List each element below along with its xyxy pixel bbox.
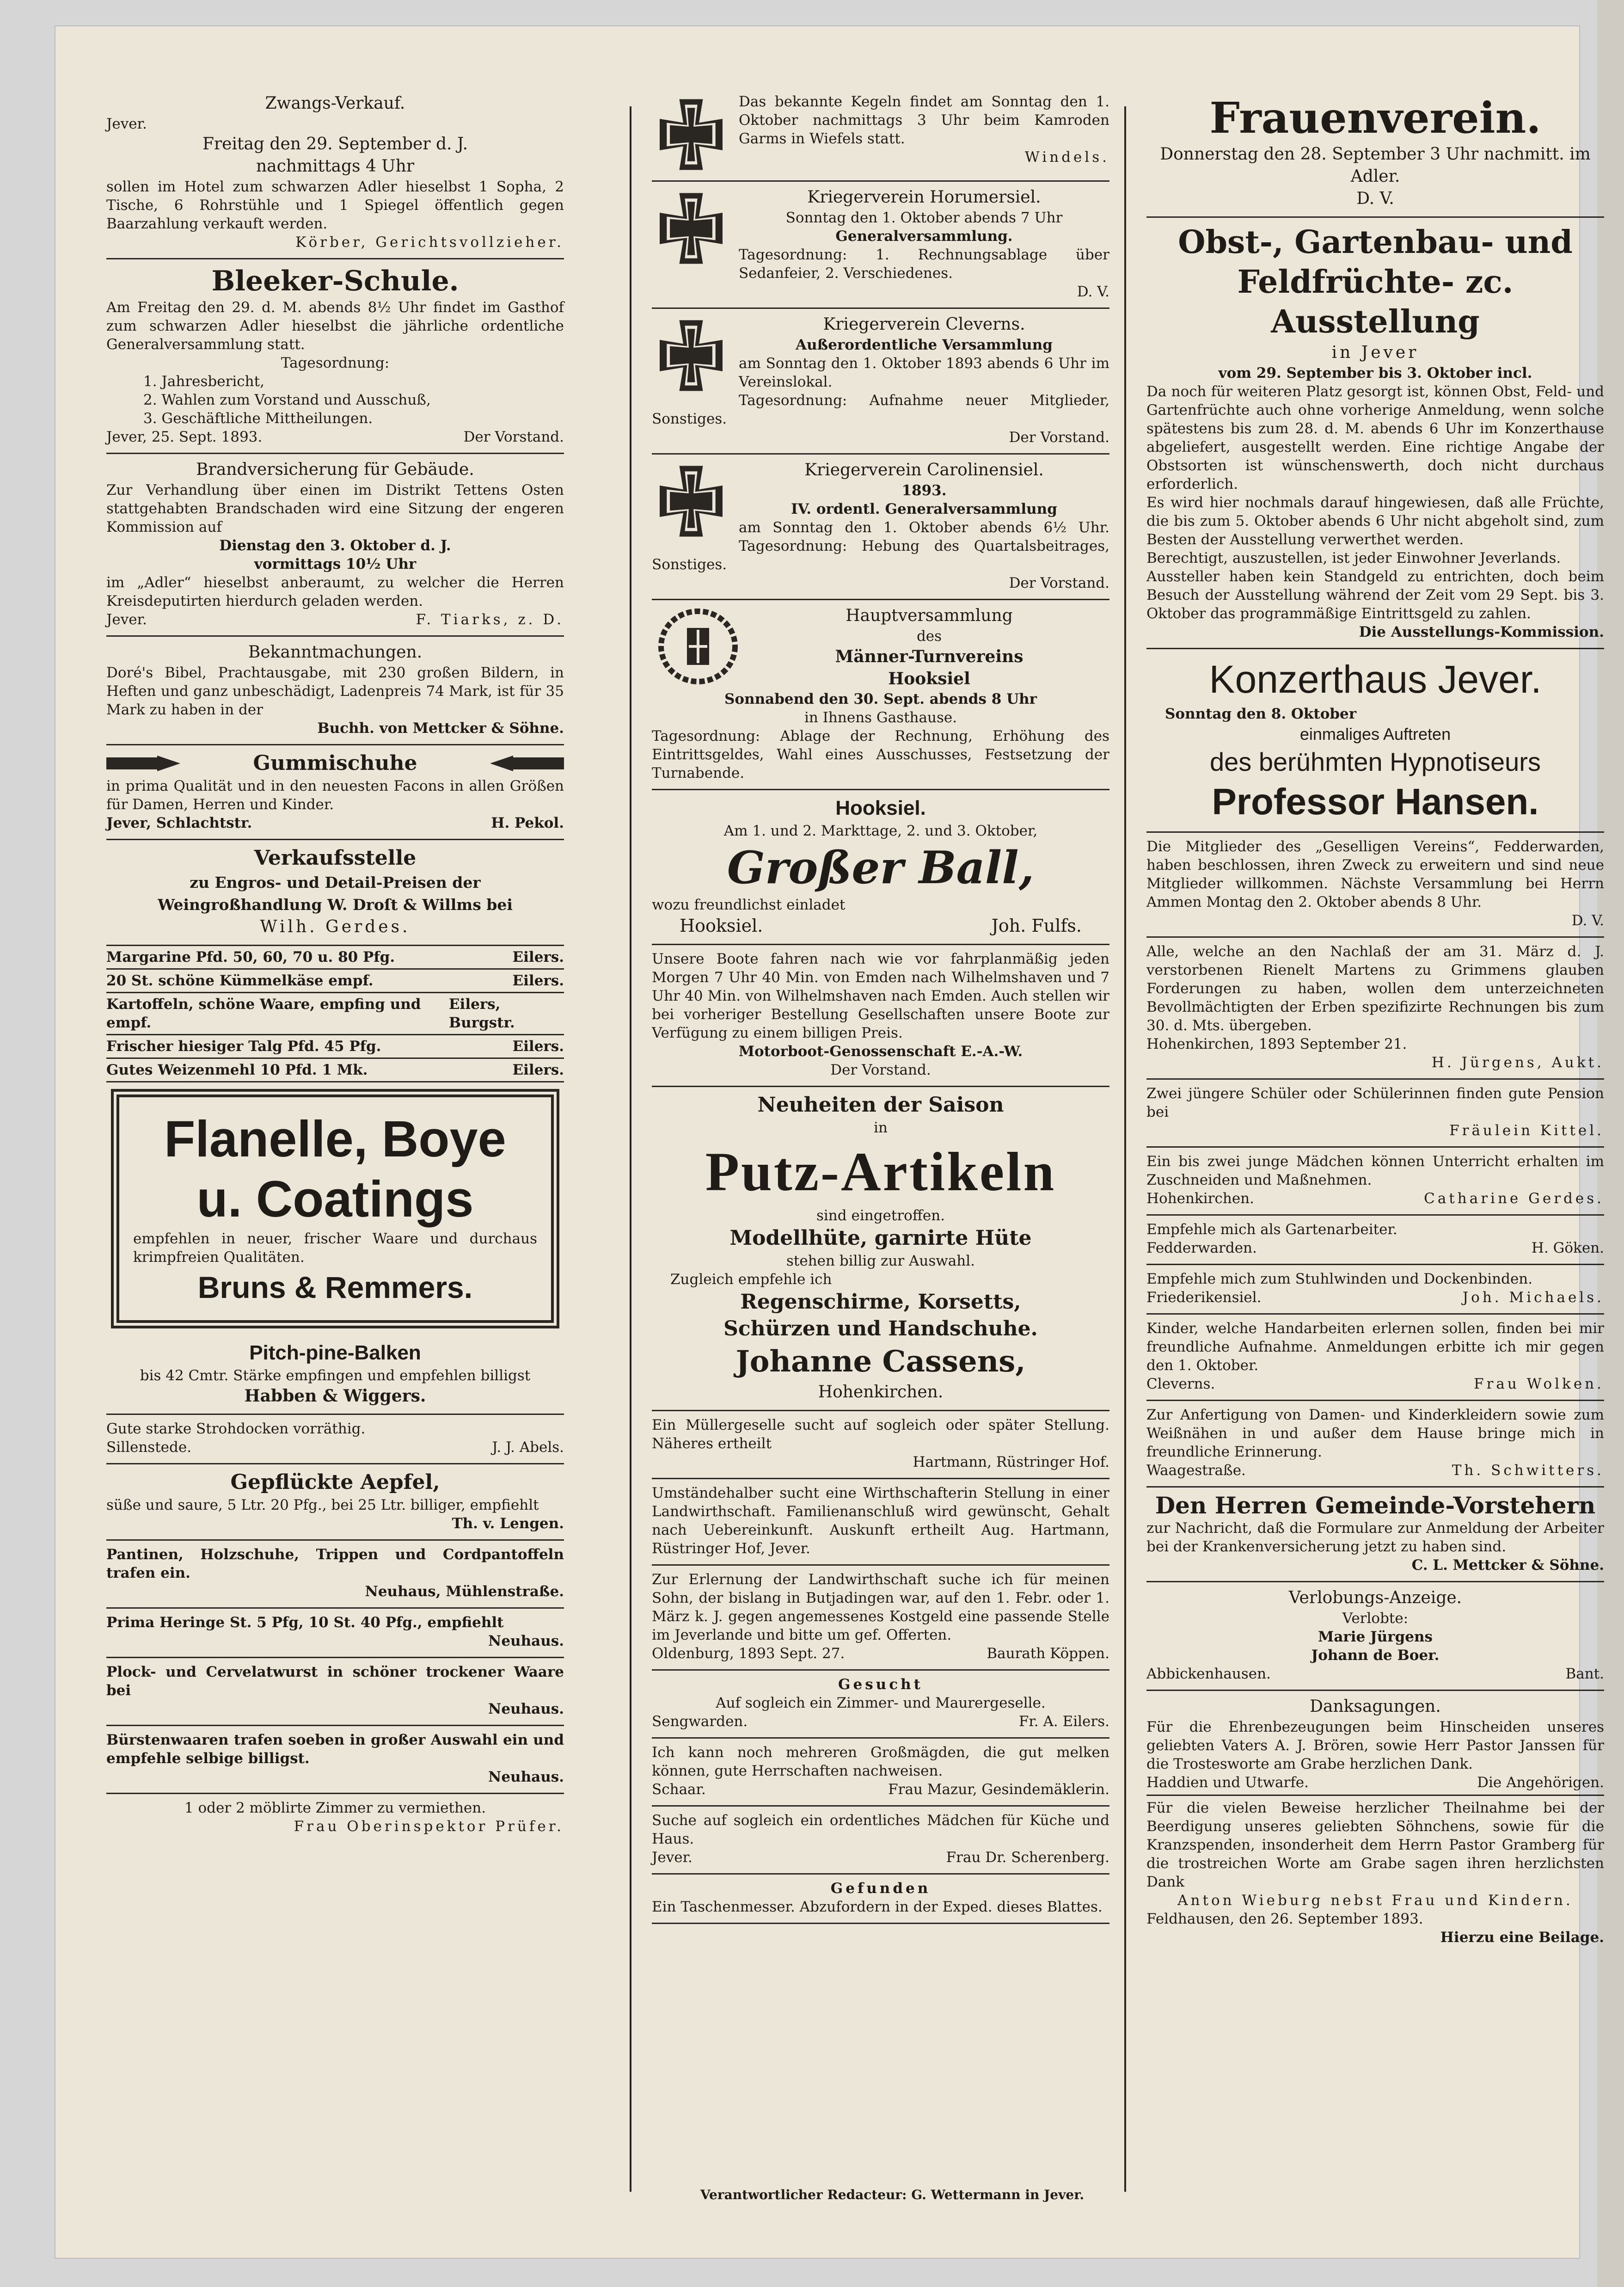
ad-title: Bekanntmachungen. (248, 643, 423, 662)
ad-signature: Eilers. (512, 1062, 564, 1078)
ad-title: Den Herren Gemeinde-Vorstehern (1155, 1492, 1596, 1519)
ad-signature: Eilers. (512, 1038, 564, 1055)
ad-signature: Fr. A. Eilers. (1018, 1713, 1109, 1730)
ad-place: Hooksiel. (835, 797, 926, 819)
ad-title: Hauptversammlung (846, 606, 1013, 625)
ad-signature: Die Ausstellungs-Kommission. (1359, 624, 1604, 640)
ad-subtitle: Verlobte: (1342, 1610, 1409, 1627)
ad-title: Putz-Artikeln (705, 1141, 1056, 1202)
ad-unterricht (1146, 1148, 1604, 1216)
ad-text: Es wird hier nochmals darauf hingewiesen, daß alle Früchte, die bis zum 5. Oktober abends 6 Uhr nicht abgeholt sind, zum Besten der Ausstellung verwerthet werden. (1146, 494, 1604, 548)
ad-title: Kriegerverein Carolinensiel. (804, 461, 1044, 480)
ad-brandversicherung (106, 454, 564, 637)
ad-grossmaegde (652, 1739, 1109, 1807)
ad-text: 1 oder 2 möblirte Zimmer zu vermiethen. (184, 1800, 486, 1816)
ad-text: Berechtigt, auszustellen, ist jeder Einwohner Jeverlands. (1146, 550, 1561, 566)
ad-signature: Frau Dr. Scherenberg. (946, 1849, 1109, 1866)
ad-text: Ein Taschenmesser. Abzufordern in der Exped. dieses Blattes. (652, 1899, 1103, 1915)
ad-title: Kriegerverein Horumersiel. (807, 188, 1041, 207)
ad-headline: Modellhüte, garnirte Hüte (729, 1226, 1032, 1250)
ad-text: am Sonntag den 1. Oktober 1893 abends 6 Uhr im Vereinslokal. (739, 355, 1109, 390)
ad-text: Suche auf sogleich ein ordentliches Mädchen für Küche und Haus. (652, 1812, 1109, 1847)
fiance-name: Johann de Boer. (1311, 1647, 1440, 1664)
ad-signature: Frau Wolken. (1474, 1376, 1604, 1392)
iron-cross-icon (652, 462, 730, 541)
ad-text: Margarine Pfd. 50, 60, 70 u. 80 Pfg. (106, 949, 395, 965)
ad-text: Kartoffeln, schöne Waare, empfing und empf. (106, 996, 421, 1031)
ad-text: Alle, welche an den Nachlaß der am 31. März d. J. verstorbenen Rienelt Martens zu Grimmens glauben Forderungen zu haben, wollen dem unterzeichneten Bevollmächtigten der Erben spezifizirte Rechnungen bis zum 30. d. Mts. übergeben. (1146, 943, 1604, 1034)
ad-text: sind eingetroffen. (816, 1207, 945, 1224)
ad-agenda: Tagesordnung: Ablage der Rechnung, Erhöhung des Eintrittsgeldes, Wahl eines Ausschusses, Festsetzung der Turnabende. (652, 728, 1109, 781)
ad-text: Donnerstag den 28. September 3 Uhr nachmitt. im Adler. (1160, 145, 1591, 186)
ad-place: Sengwarden. (652, 1713, 748, 1730)
ad-signature: Joh. Fulfs. (991, 916, 1082, 936)
ad-eilers-2 (106, 970, 564, 993)
ad-text: bis 42 Cmtr. Stärke empfingen und empfehlen billigst (140, 1367, 531, 1384)
ad-title: Verkaufsstelle (254, 846, 417, 870)
agenda-item: 1. Jahresbericht, (143, 373, 264, 390)
ad-damenkleider (1146, 1401, 1604, 1488)
ad-neuhaus-4 (106, 1726, 564, 1794)
ad-signature: D. V. (1077, 283, 1109, 300)
ad-signature: D. V. (1356, 189, 1394, 208)
ad-signature: Joh. Michaels. (1462, 1289, 1604, 1306)
ad-signature: Anton Wieburg nebst Frau und Kindern. (1177, 1892, 1573, 1909)
ad-signature: Hartmann, Rüstringer Hof. (913, 1454, 1109, 1470)
ad-maedchen (652, 1807, 1109, 1875)
ad-place: Hohenkirchen. (1146, 1190, 1254, 1207)
ad-signature: Frau Mazur, Gesindemäklerin. (888, 1781, 1109, 1798)
ad-signature: Frau Oberinspektor Prüfer. (294, 1818, 564, 1835)
ad-title: Zwangs-Verkauf. (265, 94, 405, 113)
supplement-note: Hierzu eine Beilage. (1440, 1929, 1604, 1946)
ad-zwangsverkauf (106, 88, 564, 259)
ad-signature: Neuhaus. (488, 1633, 564, 1649)
ad-text: Ich kann noch mehreren Großmägden, die gut melken können, gute Herrschaften nachweisen. (652, 1744, 1109, 1779)
ad-title: Brandversicherung für Gebäude. (196, 460, 474, 479)
ad-kriegerverein-horumersiel (652, 182, 1109, 309)
ad-text: Gute starke Strohdocken vorräthig. (106, 1420, 366, 1437)
ad-title: Kriegerverein Cleverns. (823, 315, 1025, 334)
ad-landwirthschaft (652, 1566, 1109, 1671)
ad-date: Sonnabend den 30. Sept. abends 8 Uhr (724, 691, 1037, 707)
column-divider (630, 106, 631, 2192)
ad-place: Hohenkirchen, 1893 September 21. (1146, 1036, 1407, 1052)
ad-signature: Eilers, Burgstr. (448, 996, 515, 1031)
ad-time: nachmittags 4 Uhr (256, 157, 415, 176)
column-2 (652, 88, 1109, 1924)
ad-text: Zur Anfertigung von Damen- und Kinderkleidern sowie zum Weißnähen in und außer dem Hause bringe mich in freundliche Erinnerung. (1146, 1407, 1604, 1460)
ad-verkaufsstelle (106, 840, 564, 946)
agenda-item: 2. Wahlen zum Vorstand und Ausschuß, (143, 392, 431, 408)
ad-headline: Neuheiten der Saison (757, 1093, 1004, 1117)
ad-subtitle: Außerordentliche Versammlung (796, 337, 1053, 353)
ad-signature: Th. Schwitters. (1452, 1462, 1604, 1479)
pointing-hand-icon (490, 752, 564, 775)
ad-signature: Habben & Wiggers. (244, 1386, 426, 1406)
ad-signature: Der Vorstand. (830, 1062, 931, 1078)
ad-eilers-4 (106, 1035, 564, 1059)
ad-text: Zwei jüngere Schüler oder Schülerinnen finden gute Pension bei (1146, 1085, 1604, 1120)
ad-signature: Der Vorstand. (463, 429, 564, 445)
ad-handarbeiten (1146, 1315, 1604, 1401)
performer-name: Professor Hansen. (1212, 781, 1539, 822)
ad-konzerthaus (1146, 649, 1604, 833)
ad-date: vom 29. September bis 3. Oktober incl. (1218, 365, 1532, 381)
ad-place: Friederikensiel. (1146, 1289, 1262, 1306)
ad-signature: F. Tiarks, z. D. (416, 611, 564, 628)
ad-bekanntmachungen (106, 637, 564, 745)
ad-title: Großer Ball, (727, 842, 1035, 894)
ad-text: Aussteller haben kein Standgeld zu entrichten, doch beim Besuch der Ausstellung während der Zeit vom 29 Sept. bis 3. Oktober das programmäßige Eintrittsgeld zu zahlen. (1146, 568, 1604, 622)
ad-text: in prima Qualität und in den neuesten Facons in allen Größen für Damen, Herren und Kinder. (106, 778, 564, 813)
ad-text: Pantinen, Holzschuhe, Trippen und Cordpantoffeln trafen ein. (106, 1546, 564, 1581)
ad-danksagungen (1146, 1691, 1604, 1951)
ad-signature: Die Angehörigen. (1477, 1774, 1604, 1791)
ad-text: Kinder, welche Handarbeiten erlernen sollen, finden bei mir freundliche Aufnahme. Anmeldungen erbitte ich mir gegen den 1. Oktober. (1146, 1320, 1604, 1374)
ad-text: Sonntag den 1. Oktober abends 7 Uhr (785, 209, 1063, 226)
ad-eilers-3 (106, 993, 564, 1035)
ad-place: in Jever (1331, 343, 1419, 362)
ad-time: vormittags 10½ Uhr (254, 556, 417, 572)
ad-place: Abbickenhausen. (1146, 1666, 1271, 1682)
ad-text: Zugleich empfehle ich (670, 1271, 832, 1288)
ad-text: in (874, 1119, 888, 1136)
ad-signature: Neuhaus. (488, 1769, 564, 1785)
column-divider (1124, 106, 1126, 2192)
ad-text: wozu freundlichst einladet (652, 897, 846, 913)
ad-place: Oldenburg, 1893 Sept. 27. (652, 1645, 845, 1662)
club-name: Männer-Turnvereins (835, 647, 1023, 666)
ad-place: Jever. (106, 116, 147, 132)
ad-muellergeselle (652, 1411, 1109, 1479)
ad-text: am Sonntag den 1. Oktober abends 6½ Uhr. Tagesordnung: Hebung des Quartalsbeitrages, Sonstiges. (652, 519, 1109, 573)
ad-place: Haddien und Utwarfe. (1146, 1774, 1309, 1791)
ad-kriegerverein-carolinensiel (652, 455, 1109, 600)
ad-title: Gefunden (830, 1880, 931, 1897)
ad-neuhaus-3 (106, 1658, 564, 1726)
ad-title: u. Coatings (196, 1171, 474, 1228)
ad-title: Obst-, Gartenbau- und (1178, 224, 1573, 261)
ad-place: Hooksiel (888, 669, 970, 689)
ad-agenda: Tagesordnung: (281, 355, 390, 371)
ad-text: zur Nachricht, daß die Formulare zur Anmeldung der Arbeiter bei der Krankenversicherung jetzt zu haben sind. (1146, 1520, 1604, 1555)
ad-gummischuhe (106, 745, 564, 840)
ad-text: Da noch für weiteren Platz gesorgt ist, können Obst, Feld- und Gartenfrüchte auch ohne vorherige Anmeldung, wenn solche spätestens bis zum 28. d. M. abends 6 Uhr im Konzerthause abgeliefert, ausgestellt werden. Eine richtige Angabe der Obstsorten ist wünschenswerth, doch nicht durchaus erforderlich. (1146, 383, 1604, 492)
ad-strohdocken (106, 1415, 564, 1464)
ad-signature: Baurath Köppen. (987, 1645, 1109, 1662)
iron-cross-icon (652, 189, 730, 268)
ad-date: Freitag den 29. September d. J. (202, 135, 468, 154)
ad-text: im „Adler“ hieselbst anberaumt, zu welcher die Herren Kreisdeputirten hierdurch geladen werden. (106, 574, 564, 609)
ad-pension (1146, 1080, 1604, 1148)
column-3 (1146, 88, 1604, 1951)
ad-signature: Catharine Gerdes. (1424, 1190, 1604, 1207)
ad-signature: Neuhaus. (488, 1701, 564, 1717)
ad-signature: Th. v. Lengen. (452, 1515, 564, 1532)
ad-kriegerverein-cleverns (652, 309, 1109, 455)
ad-signature: D. V. (1571, 912, 1604, 929)
ad-place: Sillenstede. (106, 1439, 192, 1456)
ad-text: Ein bis zwei junge Mädchen können Unterricht erhalten im Zuschneiden und Maßnehmen. (1146, 1153, 1604, 1188)
ad-neuhaus-2 (106, 1609, 564, 1658)
ad-signature: Bruns & Remmers. (197, 1270, 473, 1304)
ad-grosser-ball (652, 790, 1109, 945)
ad-signature: Eilers. (512, 949, 564, 965)
ad-eilers-1 (106, 946, 564, 970)
ad-putz-artikeln (652, 1087, 1109, 1411)
ad-text: zu Engros- und Detail-Preisen der Weingroßhandlung W. Droſt & Willms bei (158, 873, 513, 914)
ad-signature: H. Göken. (1531, 1240, 1604, 1256)
ad-text: Das bekannte Kegeln findet am Sonntag den 1. Oktober nachmittags 3 Uhr beim Kamroden Garms in Wiefels statt. (739, 93, 1109, 147)
ad-text: Am Freitag den 29. d. M. abends 8½ Uhr findet im Gasthof zum schwarzen Adler hieselbst die jährliche ordentliche Generalversammlung statt. (106, 299, 564, 353)
ad-title: Feldfrüchte- zc. Ausstellung (1237, 264, 1514, 340)
ad-location: Hooksiel. (680, 916, 763, 936)
fiancee-name: Marie Jürgens (1318, 1629, 1433, 1645)
ad-agenda: Tagesordnung: Aufnahme neuer Mitglieder, Sonstiges. (652, 392, 1109, 427)
ad-signature: J. J. Abels. (492, 1439, 564, 1456)
ad-signature: Eilers. (512, 972, 564, 989)
ad-motorboote (652, 945, 1109, 1087)
ad-title: Frauenverein. (1209, 93, 1541, 143)
ad-zimmer (106, 1794, 564, 1840)
ad-subtitle: IV. ordentl. Generalversammlung (791, 501, 1057, 517)
ad-turnverein (652, 600, 1109, 790)
ad-text: Plock- und Cervelatwurst in schöner trockener Waare bei (106, 1664, 564, 1699)
ad-text: süße und saure, 5 Ltr. 20 Pfg., bei 25 Ltr. billiger, empfiehlt (106, 1497, 539, 1513)
ad-date: Sonntag den 8. Oktober (1165, 706, 1357, 722)
ad-text: Umständehalber sucht eine Wirthschafterin Stellung in einer Landwirthschaft. Familienanschluß wird gewünscht, Gehalt nach Uebereinkunft. Auskunft ertheilt Aug. Hartmann, Rüstringer Hof, Jever. (652, 1485, 1109, 1557)
ad-place: Feldhausen, den 26. September 1893. (1146, 1911, 1423, 1927)
ad-text: Auf sogleich ein Zimmer- und Maurergeselle. (716, 1695, 1046, 1711)
ad-signature: Der Vorstand. (1009, 575, 1109, 591)
ad-text: Ein Müllergeselle sucht auf sogleich oder später Stellung. Näheres ertheilt (652, 1417, 1109, 1452)
ad-text: Prima Heringe St. 5 Pfg, 10 St. 40 Pfg., empfiehlt (106, 1614, 504, 1631)
ad-text: Empfehle mich als Gartenarbeiter. (1146, 1221, 1397, 1238)
ad-signature: Johanne Cassens, (735, 1344, 1026, 1379)
ad-text: 20 St. schöne Kümmelkäse empf. (106, 972, 374, 989)
ad-text: empfehlen in neuer, frischer Waare und durchaus krimpfreien Qualitäten. (133, 1230, 537, 1266)
ad-headline: Regenschirme, Korsetts, (740, 1290, 1021, 1314)
ad-place: Jever. (106, 611, 147, 628)
ad-subtitle: einmaliges Auftreten (1299, 725, 1451, 744)
ad-title: Konzerthaus Jever. (1209, 658, 1542, 701)
ad-signature: Fräulein Kittel. (1449, 1122, 1604, 1139)
ad-place: Waagestraße. (1146, 1462, 1246, 1479)
ad-signature: Motorboot-Genossenschaft E.-A.-W. (738, 1043, 1023, 1060)
ad-signature: H. Pekol. (491, 815, 564, 831)
ad-text: Doré's Bibel, Prachtausgabe, mit 230 großen Bildern, in Heften und ganz unbeschädigt, Ladenpreis 74 Mark, ist für 35 Mark zu haben in der (106, 664, 564, 718)
ad-year: 1893. (901, 482, 947, 499)
ad-gefunden (652, 1875, 1109, 1924)
ad-place: Hohenkirchen. (818, 1383, 944, 1402)
iron-cross-icon (652, 95, 730, 174)
ad-bleeker-schule (106, 259, 564, 454)
ad-text: Die Mitglieder des „Geselligen Vereins“, Fedderwarden, haben beschlossen, ihren Zweck zu erweitern und sind neue Mitglieder willkommen. Nächste Versammlung bei Herrn Ammen Montag den 2. Oktober abends 8 Uhr. (1146, 838, 1604, 910)
ad-title: Danksagungen. (1310, 1697, 1441, 1716)
ad-signature: Körber, Gerichtsvollzieher. (295, 234, 564, 251)
ad-date: Am 1. und 2. Markttage, 2. und 3. Oktober, (723, 823, 1038, 839)
ad-date: Jever, 25. Sept. 1893. (106, 429, 263, 445)
ad-wirthschafterin (652, 1479, 1109, 1566)
ad-stuhlwinden (1146, 1265, 1604, 1315)
ad-date: Dienstag den 3. Oktober d. J. (219, 537, 451, 554)
iron-cross-icon (652, 316, 730, 395)
ad-obst-ausstellung (1146, 218, 1604, 649)
pointing-hand-icon (106, 752, 180, 775)
ad-flanelle (111, 1089, 559, 1328)
ad-kegeln (652, 88, 1109, 182)
ad-text: Zur Verhandlung über einen im Distrikt Tettens Osten stattgehabten Brandschaden wird eine Sitzung der engeren Kommission auf (106, 482, 564, 535)
ad-eilers-5 (106, 1059, 564, 1082)
ad-neuhaus-1 (106, 1541, 564, 1609)
ad-place: Jever, Schlachtstr. (106, 815, 252, 831)
ad-nachlass (1146, 938, 1604, 1080)
ad-signature: Wilh. Gerdes. (260, 917, 411, 936)
ad-title: Pitch-pine-Balken (249, 1341, 421, 1364)
ad-gemeinde-vorsteher (1146, 1488, 1604, 1582)
ad-geselliger-verein (1146, 833, 1604, 938)
ad-title: Flanelle, Boye (164, 1111, 506, 1168)
ad-text: Frischer hiesiger Talg Pfd. 45 Pfg. (106, 1038, 381, 1055)
ad-text: des (916, 628, 942, 645)
ad-headline: des berühmten Hypnotiseurs (1210, 747, 1541, 776)
ad-signature: Der Vorstand. (1009, 429, 1109, 446)
ad-signature: C. L. Mettcker & Söhne. (1411, 1557, 1604, 1574)
ad-pitch-pine (106, 1335, 564, 1415)
ad-signature: Buchh. von Mettcker & Söhne. (317, 720, 564, 737)
ad-title: Gepflückte Aepfel, (230, 1470, 440, 1494)
ad-aepfel (106, 1464, 564, 1541)
ad-text: Für die vielen Beweise herzlicher Theilnahme bei der Beerdigung unseres geliebten Söhnchens, sowie für die Kranzspenden, insonderheit dem Herrn Pastor Gramberg für die trostreichen Worte am Grabe sagen ihren herzlichsten Dank (1146, 1795, 1604, 1891)
ad-gesucht (652, 1671, 1109, 1739)
ad-verlobung (1146, 1582, 1604, 1691)
ad-text: sollen im Hotel zum schwarzen Adler hieselbst 1 Sopha, 2 Tische, 6 Rohrstühle und 1 Spiegel öffentlich gegen Baarzahlung verkauft werden. (106, 178, 564, 232)
ad-signature: Neuhaus, Mühlenstraße. (365, 1583, 564, 1600)
ad-text: stehen billig zur Auswahl. (786, 1253, 975, 1269)
ad-title: Gesucht (838, 1676, 923, 1693)
ad-frauenverein (1146, 88, 1604, 218)
agenda-item: 3. Geschäftliche Mittheilungen. (143, 410, 373, 427)
ad-title: Bleeker-Schule. (211, 265, 459, 297)
ad-signature: Windels. (1024, 149, 1109, 166)
ad-text: Gutes Weizenmehl 10 Pfd. 1 Mk. (106, 1062, 368, 1078)
ad-text: Unsere Boote fahren nach wie vor fahrplanmäßig jeden Morgen 7 Uhr 40 Min. von Emden nach Wilhelmshaven und 7 Uhr 40 Min. von Wilhelmshaven nach Emden. Auch stellen wir bei vorheriger Bestellung Gesellschaften unsere Boote zur Verfügung zu einem billigen Preis. (652, 951, 1109, 1041)
ad-agenda: Tagesordnung: 1. Rechnungsablage über Sedanfeier, 2. Verschiedenes. (739, 246, 1109, 282)
ad-signature: H. Jürgens, Aukt. (1431, 1054, 1604, 1071)
ad-place: Jever. (652, 1849, 692, 1866)
column-1 (106, 88, 564, 1840)
ad-text: Für die Ehrenbezeugungen beim Hinscheiden unseres geliebten Vaters A. J. Brören, sowie Herr Pastor Janssen für die Trostesworte am Grabe herzlichen Dank. (1146, 1719, 1604, 1772)
ad-headline: Schürzen und Handschuhe. (723, 1317, 1038, 1340)
ad-text: Empfehle mich zum Stuhlwinden und Dockenbinden. (1146, 1271, 1533, 1287)
ad-title: Verlobungs-Anzeige. (1288, 1588, 1462, 1607)
ad-text: Bürstenwaaren trafen soeben in großer Auswahl ein und empfehle selbige billigst. (106, 1732, 564, 1767)
turner-wreath-icon (652, 605, 744, 688)
ad-place: Bant. (1565, 1666, 1604, 1682)
ad-place: Schaar. (652, 1781, 706, 1798)
ad-title: Gummischuhe (253, 751, 417, 775)
ad-location: in Ihnens Gasthause. (804, 709, 957, 726)
ad-place: Cleverns. (1146, 1376, 1215, 1392)
ad-subtitle: Generalversammlung. (835, 228, 1013, 245)
ad-text: Zur Erlernung der Landwirthschaft suche ich für meinen Sohn, der bislang in Butjadingen war, auf den 1. Febr. oder 1. März k. J. gegen angemessenes Kostgeld eine passende Stelle im Jeverlande und bitte um gef. Offerten. (652, 1571, 1109, 1643)
ad-gartenarbeiter (1146, 1216, 1604, 1265)
editor-footer: Verantwortlicher Redacteur: G. Wettermann in Jever. (700, 2187, 1085, 2202)
ad-place: Fedderwarden. (1146, 1240, 1257, 1256)
